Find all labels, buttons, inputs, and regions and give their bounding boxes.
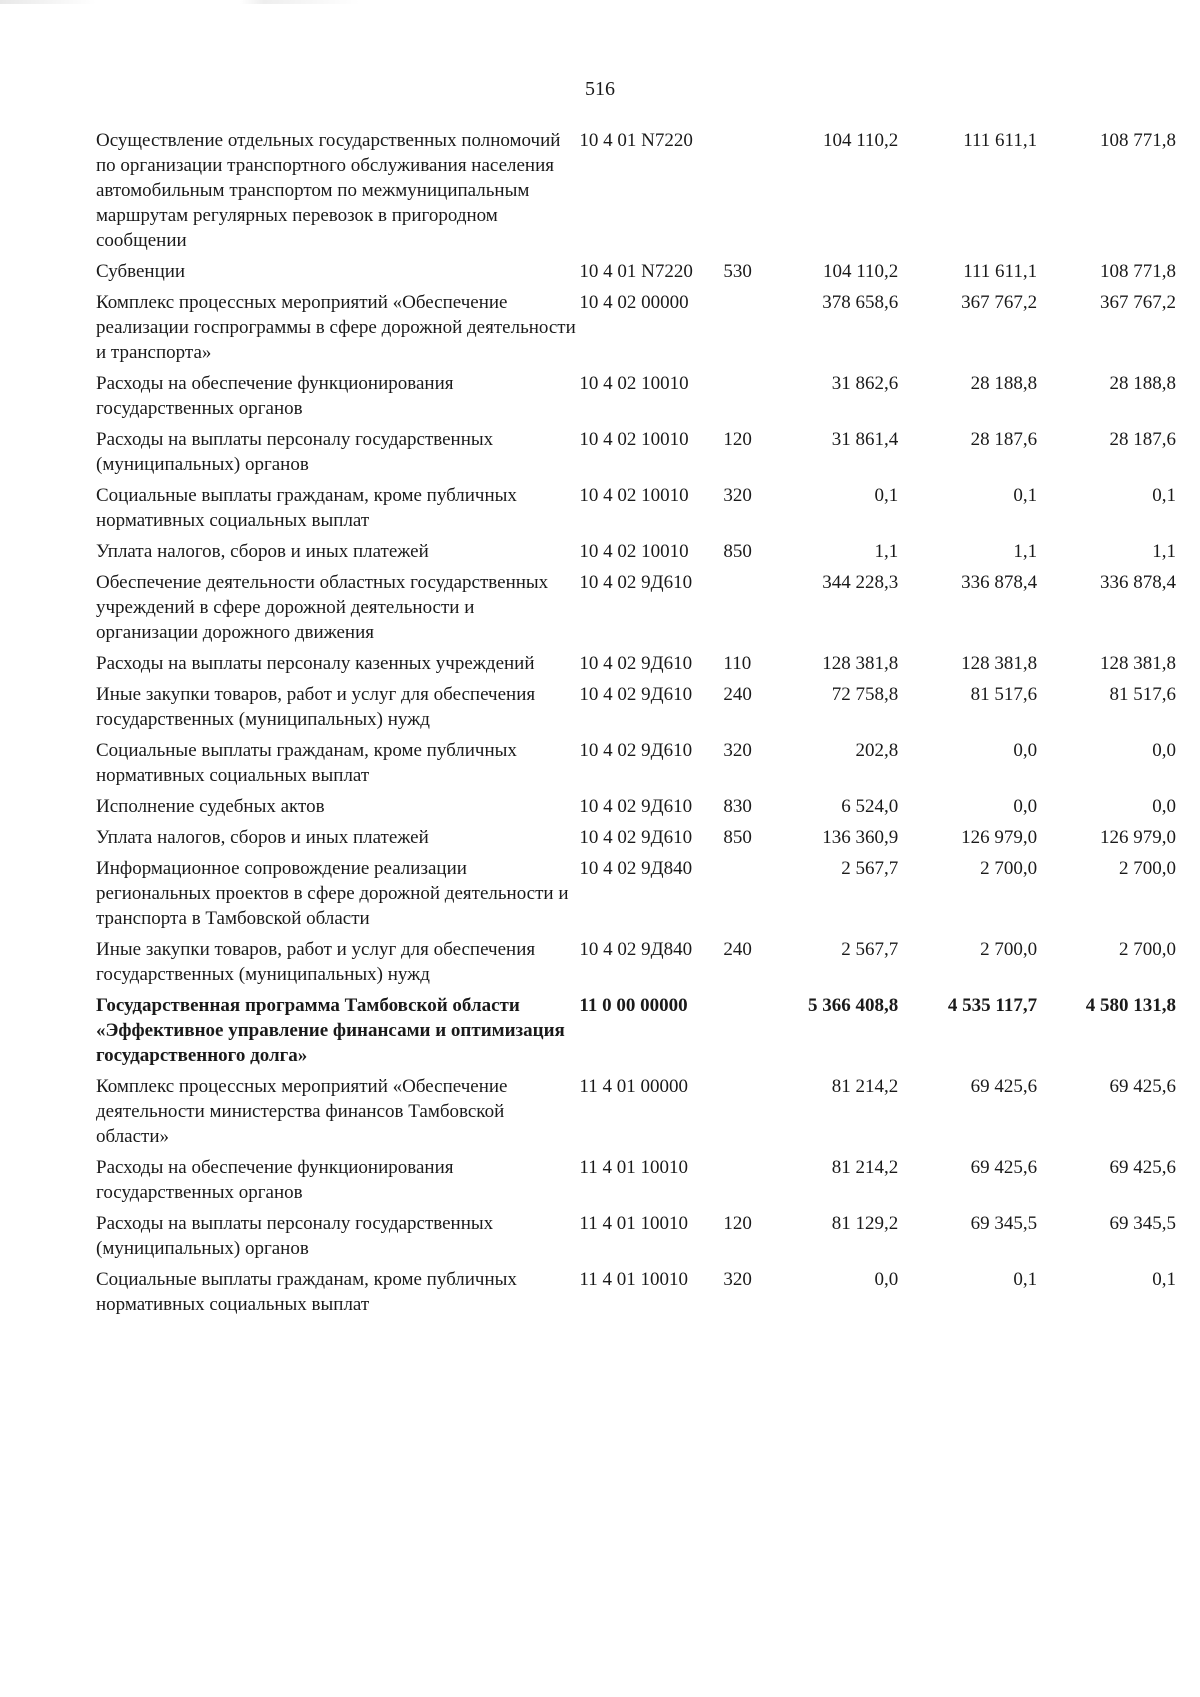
row-value-1: 104 110,2	[822, 261, 899, 282]
row-value-3: 0,1	[1152, 485, 1176, 506]
row-value-1: 5 366 408,8	[808, 995, 899, 1016]
row-value-2: 69 425,6	[970, 1076, 1038, 1097]
row-expense-type	[723, 1074, 774, 1155]
row-code: 10 4 02 9Д610	[579, 684, 693, 705]
row-name: Расходы на выплаты персоналу государственных (муниципальных) органов	[96, 1213, 494, 1259]
row-name: Обеспечение деятельности областных государственных учреждений в сфере дорожной деятельности и организации дорожного движения	[96, 572, 549, 643]
row-expense-type	[723, 290, 774, 371]
row-value-2: 28 187,6	[970, 429, 1038, 450]
row-name: Расходы на обеспечение функционирования государственных органов	[96, 1157, 454, 1203]
row-value-3: 126 979,0	[1100, 827, 1176, 848]
table-row	[96, 794, 1176, 825]
row-code: 10 4 01 N7220	[579, 261, 693, 282]
row-name: Социальные выплаты гражданам, кроме публичных нормативных социальных выплат	[96, 485, 517, 531]
row-value-1: 31 861,4	[831, 429, 899, 450]
row-value-3: 336 878,4	[1100, 572, 1176, 593]
row-code: 11 0 00 00000	[579, 995, 688, 1016]
row-value-2: 126 979,0	[961, 827, 1038, 848]
row-code: 11 4 01 10010	[579, 1157, 688, 1178]
row-expense-type: 240	[723, 939, 752, 960]
row-value-2: 367 767,2	[961, 292, 1038, 313]
row-code: 10 4 02 10010	[579, 429, 689, 450]
row-value-2: 4 535 117,7	[947, 995, 1038, 1016]
row-value-1: 6 524,0	[841, 796, 899, 817]
row-code: 10 4 02 9Д610	[579, 572, 693, 593]
row-value-3: 69 425,6	[1109, 1076, 1176, 1097]
row-code: 10 4 02 10010	[579, 485, 689, 506]
row-code: 10 4 02 9Д840	[579, 858, 693, 879]
row-code: 10 4 01 N7220	[579, 130, 693, 151]
row-name: Осуществление отдельных государственных полномочий по организации транспортного обслуживания населения автомобильным транспортом по межмуниципальным маршрутам регулярных перевозок в пригородном сообщении	[96, 130, 561, 251]
row-value-1: 202,8	[855, 740, 899, 761]
table-row	[96, 651, 1176, 682]
row-value-3: 0,0	[1152, 740, 1176, 761]
row-expense-type	[723, 993, 774, 1074]
row-expense-type: 830	[723, 796, 752, 817]
row-value-2: 28 188,8	[970, 373, 1038, 394]
row-value-1: 81 214,2	[831, 1076, 899, 1097]
row-name: Расходы на выплаты персоналу казенных учреждений	[96, 653, 535, 674]
row-value-3: 2 700,0	[1119, 939, 1176, 960]
row-expense-type	[723, 856, 774, 937]
row-value-1: 136 360,9	[822, 827, 899, 848]
table-row	[96, 1211, 1176, 1267]
row-value-3: 4 580 131,8	[1085, 995, 1176, 1016]
row-name: Социальные выплаты гражданам, кроме публичных нормативных социальных выплат	[96, 740, 517, 786]
row-value-3: 81 517,6	[1109, 684, 1176, 705]
table-row	[96, 1155, 1176, 1211]
row-expense-type: 240	[723, 684, 752, 705]
row-name: Уплата налогов, сборов и иных платежей	[96, 827, 429, 848]
row-expense-type: 110	[723, 653, 752, 674]
row-expense-type: 320	[723, 740, 752, 761]
table-row	[96, 483, 1176, 539]
row-expense-type	[723, 371, 774, 427]
row-value-1: 0,1	[874, 485, 899, 506]
row-value-1: 81 129,2	[831, 1213, 899, 1234]
table-row	[96, 259, 1176, 290]
table-row	[96, 825, 1176, 856]
table-row	[96, 290, 1176, 371]
table-row-program	[96, 993, 1176, 1074]
row-expense-type: 850	[723, 827, 752, 848]
row-value-2: 81 517,6	[970, 684, 1038, 705]
row-value-2: 128 381,8	[961, 653, 1038, 674]
row-value-1: 2 567,7	[841, 939, 899, 960]
row-expense-type: 530	[723, 261, 752, 282]
row-value-2: 336 878,4	[961, 572, 1038, 593]
row-name: Субвенции	[96, 261, 186, 282]
table-row	[96, 1074, 1176, 1155]
row-value-2: 1,1	[1013, 541, 1038, 562]
row-value-3: 0,1	[1152, 1269, 1176, 1290]
row-value-2: 111 611,1	[963, 130, 1038, 151]
table-row	[96, 1267, 1176, 1323]
row-name: Информационное сопровождение реализации региональных проектов в сфере дорожной деятельности и транспорта в Тамбовской области	[96, 858, 569, 929]
row-name: Иные закупки товаров, работ и услуг для обеспечения государственных (муниципальных) нужд	[96, 939, 536, 985]
row-value-2: 0,0	[1013, 740, 1038, 761]
row-value-1: 344 228,3	[822, 572, 899, 593]
table-row	[96, 427, 1176, 483]
row-value-3: 108 771,8	[1100, 130, 1176, 151]
row-expense-type: 120	[723, 429, 752, 450]
table-row	[96, 682, 1176, 738]
row-name: Иные закупки товаров, работ и услуг для обеспечения государственных (муниципальных) нужд	[96, 684, 536, 730]
row-code: 10 4 02 10010	[579, 373, 689, 394]
row-value-3: 0,0	[1152, 796, 1176, 817]
row-expense-type: 320	[723, 485, 752, 506]
row-name: Социальные выплаты гражданам, кроме публичных нормативных социальных выплат	[96, 1269, 517, 1315]
row-value-3: 28 188,8	[1109, 373, 1176, 394]
row-value-1: 72 758,8	[831, 684, 899, 705]
table-row	[96, 539, 1176, 570]
row-value-1: 378 658,6	[822, 292, 899, 313]
row-value-3: 128 381,8	[1100, 653, 1176, 674]
row-expense-type: 120	[723, 1213, 752, 1234]
row-value-2: 0,1	[1013, 1269, 1038, 1290]
table-row	[96, 570, 1176, 651]
row-code: 11 4 01 10010	[579, 1269, 688, 1290]
row-expense-type	[723, 570, 774, 651]
row-value-2: 2 700,0	[980, 858, 1038, 879]
row-code: 10 4 02 9Д840	[579, 939, 693, 960]
row-name: Комплекс процессных мероприятий «Обеспечение деятельности министерства финансов Тамбовской области»	[96, 1076, 508, 1147]
budget-table	[96, 128, 1176, 1323]
row-value-1: 2 567,7	[841, 858, 899, 879]
row-name: Государственная программа Тамбовской области «Эффективное управление финансами и оптимизация государственного долга»	[96, 995, 565, 1066]
row-expense-type: 850	[723, 541, 752, 562]
row-name: Расходы на обеспечение функционирования государственных органов	[96, 373, 454, 419]
row-expense-type: 320	[723, 1269, 752, 1290]
table-row	[96, 738, 1176, 794]
row-value-2: 69 345,5	[970, 1213, 1038, 1234]
row-value-1: 0,0	[874, 1269, 899, 1290]
row-name: Расходы на выплаты персоналу государственных (муниципальных) органов	[96, 429, 494, 475]
row-expense-type	[723, 128, 774, 259]
row-expense-type	[723, 1155, 774, 1211]
row-value-3: 367 767,2	[1100, 292, 1176, 313]
row-value-2: 111 611,1	[963, 261, 1038, 282]
row-value-2: 0,1	[1013, 485, 1038, 506]
row-code: 10 4 02 9Д610	[579, 796, 693, 817]
row-value-1: 128 381,8	[822, 653, 899, 674]
row-name: Уплата налогов, сборов и иных платежей	[96, 541, 429, 562]
row-value-1: 81 214,2	[831, 1157, 899, 1178]
row-value-2: 69 425,6	[970, 1157, 1038, 1178]
row-value-2: 2 700,0	[980, 939, 1038, 960]
table-row	[96, 856, 1176, 937]
row-value-3: 2 700,0	[1119, 858, 1176, 879]
page-number: 516	[585, 78, 615, 100]
row-value-3: 1,1	[1152, 541, 1176, 562]
row-value-3: 28 187,6	[1109, 429, 1176, 450]
row-code: 10 4 02 9Д610	[579, 827, 693, 848]
row-value-3: 69 345,5	[1109, 1213, 1176, 1234]
row-code: 11 4 01 00000	[579, 1076, 688, 1097]
row-code: 11 4 01 10010	[579, 1213, 688, 1234]
row-name: Комплекс процессных мероприятий «Обеспечение реализации госпрограммы в сфере дорожной деятельности и транспорта»	[96, 292, 576, 363]
row-code: 10 4 02 10010	[579, 541, 689, 562]
row-code: 10 4 02 00000	[579, 292, 689, 313]
row-code: 10 4 02 9Д610	[579, 740, 693, 761]
row-value-1: 31 862,6	[831, 373, 899, 394]
row-value-3: 69 425,6	[1109, 1157, 1176, 1178]
table-row	[96, 937, 1176, 993]
scan-edge	[0, 0, 1200, 4]
row-value-1: 104 110,2	[822, 130, 899, 151]
row-code: 10 4 02 9Д610	[579, 653, 693, 674]
table-row	[96, 371, 1176, 427]
table-row	[96, 128, 1176, 259]
row-name: Исполнение судебных актов	[96, 796, 325, 817]
row-value-2: 0,0	[1013, 796, 1038, 817]
row-value-1: 1,1	[874, 541, 899, 562]
row-value-3: 108 771,8	[1100, 261, 1176, 282]
